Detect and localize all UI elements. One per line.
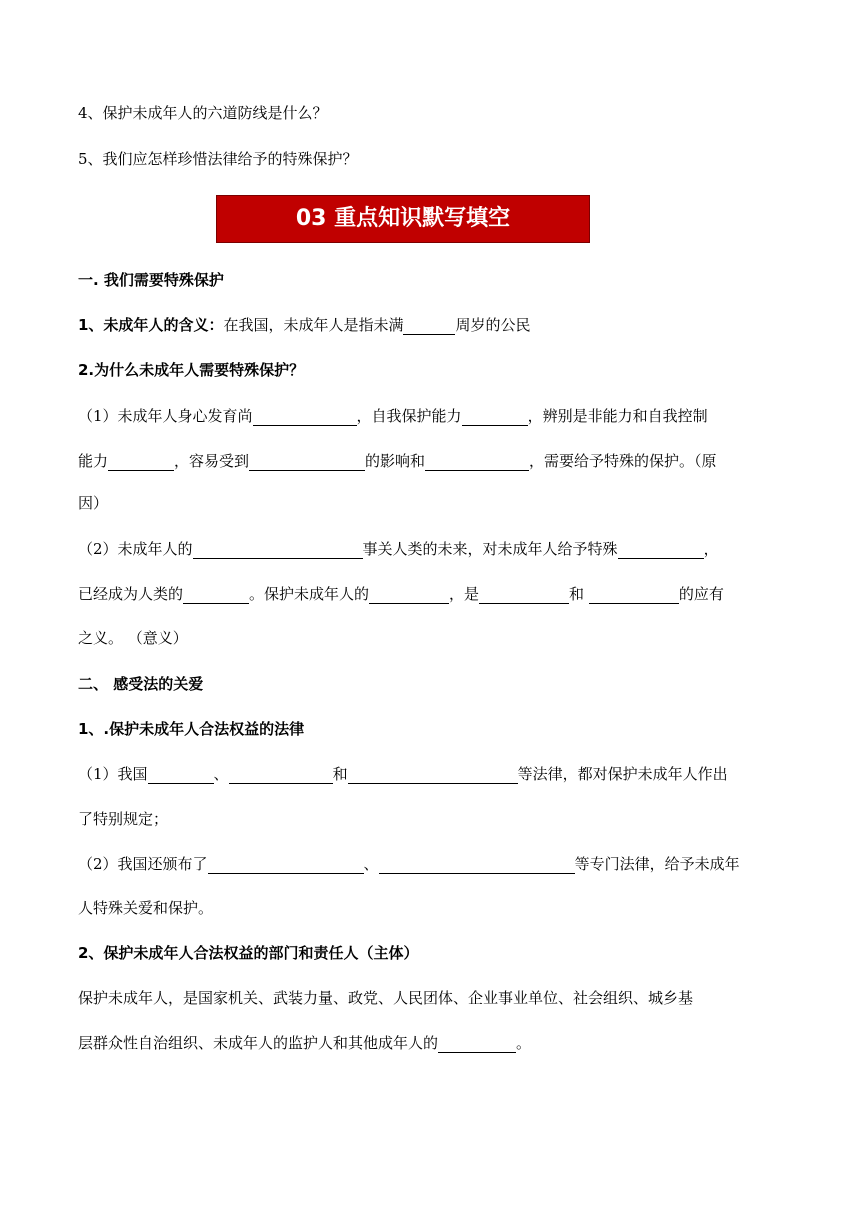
text: 和	[332, 765, 348, 783]
fill-blank[interactable]	[479, 587, 569, 604]
s1-para-2-line-1	[78, 539, 719, 559]
text: 、	[213, 765, 229, 783]
text: 、	[363, 855, 379, 873]
s2-item-1: 1、.保护未成年人合法权益的法律	[78, 720, 305, 738]
s2-para-1-line-2: 了特别规定；	[78, 810, 169, 828]
text: 的影响和	[365, 452, 426, 470]
s2-item-2: 2、保护未成年人合法权益的部门和责任人（主体）	[78, 944, 419, 962]
text: 能力	[78, 452, 109, 470]
fill-blank[interactable]	[148, 767, 214, 784]
fill-blank[interactable]	[253, 409, 357, 426]
fill-blank[interactable]	[379, 857, 575, 874]
s1-para-2-line-2	[78, 584, 724, 604]
s2-para-3-line-2	[78, 1033, 531, 1053]
s1-para-1-line-3: 因）	[78, 494, 109, 512]
s1-para-2-line-3: 之义。 （意义）	[78, 629, 188, 647]
fill-blank[interactable]	[348, 767, 518, 784]
s1-para-1-line-2	[78, 451, 717, 471]
s2-para-3-line-1: 保护未成年人，是国家机关、武装力量、政党、人民团体、企业事业单位、社会组织、城乡基	[78, 989, 694, 1007]
text: ，自我保护能力	[356, 407, 462, 425]
text: ，需要给予特殊的保护。（原	[529, 452, 717, 470]
fill-blank[interactable]	[208, 857, 364, 874]
text: 在我国，未成年人是指未满	[223, 316, 404, 334]
text: 等专门法律，给予未成年	[574, 855, 740, 873]
fill-blank[interactable]	[369, 587, 449, 604]
text: （2）未成年人的	[78, 540, 193, 558]
text: ，容易受到	[174, 452, 250, 470]
text: ，	[703, 540, 719, 558]
fill-blank[interactable]	[183, 587, 249, 604]
section-banner: 03 重点知识默写填空	[216, 195, 590, 243]
fill-blank[interactable]	[229, 767, 333, 784]
text: 已经成为人类的	[78, 585, 184, 603]
fill-blank[interactable]	[108, 454, 174, 471]
s2-para-1-line-1	[78, 764, 728, 784]
fill-blank[interactable]	[403, 318, 455, 335]
section-1-title: 一. 我们需要特殊保护	[78, 271, 224, 289]
text: （1）我国	[78, 765, 148, 783]
fill-blank[interactable]	[618, 542, 704, 559]
s1-para-1-line-1	[78, 406, 708, 426]
s1-item-2: 2.为什么未成年人需要特殊保护？	[78, 361, 305, 379]
text: 和	[569, 585, 585, 603]
text: ，是	[449, 585, 480, 603]
text: ，辨别是非能力和自我控制	[527, 407, 708, 425]
text: 层群众性自治组织、未成年人的监护人和其他成年人的	[78, 1034, 439, 1052]
fill-blank[interactable]	[462, 409, 528, 426]
fill-blank[interactable]	[438, 1036, 516, 1053]
text: 周岁的公民	[455, 316, 531, 334]
text: 。	[516, 1034, 532, 1052]
fill-blank[interactable]	[425, 454, 529, 471]
s2-para-2-line-1	[78, 854, 740, 874]
text: 的应有	[678, 585, 724, 603]
fill-blank[interactable]	[193, 542, 363, 559]
question-5: 5、我们应怎样珍惜法律给予的特殊保护？	[78, 150, 358, 168]
text: 。保护未成年人的	[249, 585, 370, 603]
fill-blank[interactable]	[249, 454, 365, 471]
fill-blank[interactable]	[589, 587, 679, 604]
text: 事关人类的未来，对未成年人给予特殊	[362, 540, 618, 558]
text: （1）未成年人身心发育尚	[78, 407, 253, 425]
s2-para-2-line-2: 人特殊关爱和保护。	[78, 899, 214, 917]
question-4: 4、保护未成年人的六道防线是什么？	[78, 104, 328, 122]
s1-item-1	[78, 315, 530, 335]
s1-item-1-label: 1、未成年人的含义：	[78, 316, 224, 334]
section-2-title: 二、 感受法的关爱	[78, 675, 204, 693]
text: （2）我国还颁布了	[78, 855, 208, 873]
text: 等法律，都对保护未成年人作出	[517, 765, 728, 783]
